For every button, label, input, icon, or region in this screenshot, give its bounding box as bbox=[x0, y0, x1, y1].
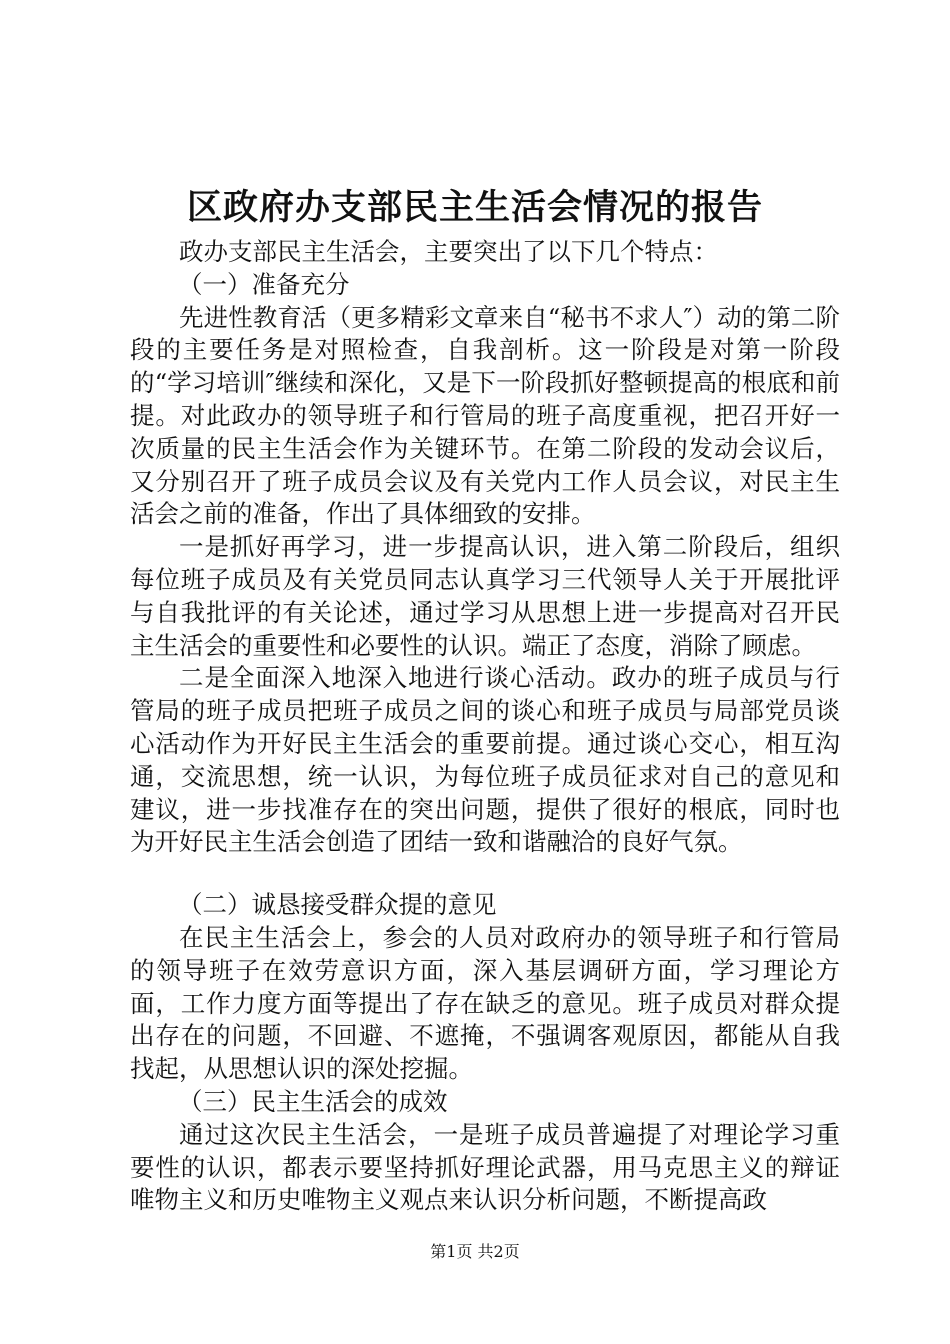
paragraph: 先进性教育活（更多精彩文章来自“秘书不求人″）动的第二阶段的主要任务是对照检查，自我剖析。这一阶段是对第一阶段的“学习培训″继续和深化，又是下一阶段抓好整顿提高的根底和前提。对此政办的领导班子和行管局的班子高度重视，把召开好一次质量的民主生活会作为关键环节。在第二阶段的发动会议后，又分别召开了班子成员会议及有关党内工作人员会议，对民主生活会之前的准备，作出了具体细致的安排。 bbox=[130, 302, 840, 529]
document-title: 区政府办支部民主生活会情况的报告 bbox=[186, 187, 763, 228]
intro-paragraph: 政办支部民主生活会，主要突出了以下几个特点： bbox=[179, 237, 718, 266]
section-heading-preparation: （一）准备充分 bbox=[178, 269, 350, 299]
paragraph: 通过这次民主生活会，一是班子成员普遍提了对理论学习重要性的认识，都表示要坚持抓好理论武器，用马克思主义的辩证唯物主义和历史唯物主义观点来认识分析问题，不断提高政 bbox=[130, 1119, 840, 1215]
page-number-footer: 第1页 共2页 bbox=[430, 1242, 520, 1261]
paragraph: 在民主生活会上，参会的人员对政府办的领导班子和行管局的领导班子在效劳意识方面，深入基层调研方面，学习理论方面，工作力度方面等提出了存在缺乏的意见。班子成员对群众提出存在的问题，不回避、不遮掩，不强调客观原因，都能从自我找起，从思想认识的深处挖掘。 bbox=[130, 922, 840, 1084]
paragraph: 二是全面深入地深入地进行谈心活动。政办的班子成员与行管局的班子成员把班子成员之间的谈心和班子成员与局部党员谈心活动作为开好民主生活会的重要前提。通过谈心交心，相互沟通，交流思想，统一认识，为每位班子成员征求对自己的意见和建议，进一步找准存在的突出问题，提供了很好的根底，同时也为开好民主生活会创造了团结一致和谐融洽的良好气氛。 bbox=[130, 663, 840, 857]
section-heading-opinions: （二）诚恳接受群众提的意见 bbox=[178, 890, 497, 920]
section-heading-results: （三）民主生活会的成效 bbox=[178, 1086, 448, 1116]
paragraph: 一是抓好再学习，进一步提高认识，进入第二阶段后，组织每位班子成员及有关党员同志认真学习三代领导人关于开展批评与自我批评的有关论述，通过学习从思想上进一步提高对召开民主生活会的重要性和必要性的认识。端正了态度，消除了顾虑。 bbox=[130, 532, 840, 660]
paragraph-gap bbox=[130, 859, 840, 889]
document-body bbox=[130, 236, 840, 1217]
